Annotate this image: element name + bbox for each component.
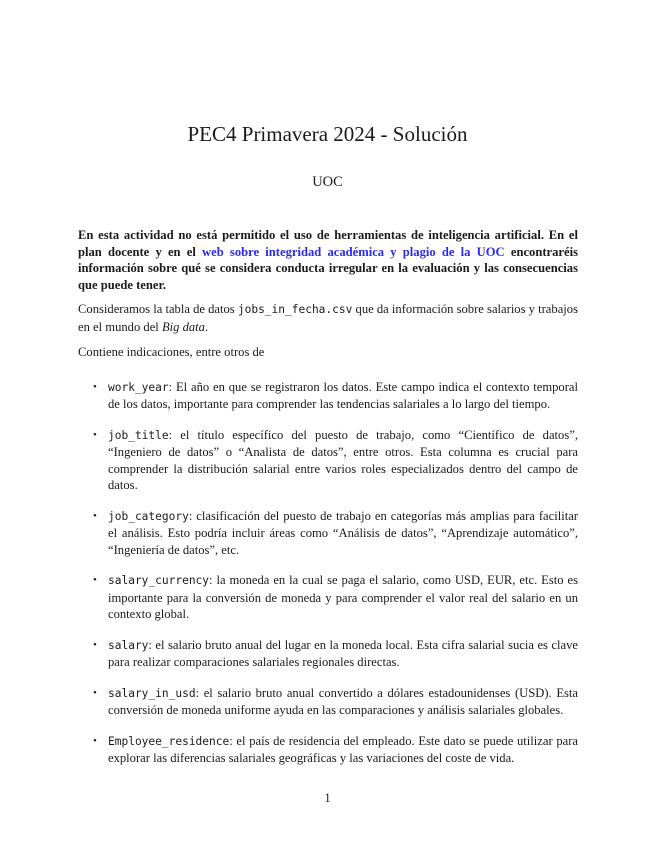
bullet-icon: • <box>93 428 97 441</box>
field-list <box>78 379 578 767</box>
big-data-term: Big data <box>161 319 205 334</box>
field-description: : el salario bruto anual convertido a dólares estadounidenses (USD). Esta conversión de moneda uniforme ayuda en las comparaciones y análisis salariales globales. <box>108 685 578 717</box>
warning-text-end: encontraréis información sobre qué se considera conducta irregular en la evaluación y las consecuencias que puede tener. <box>78 244 578 292</box>
field-name: salary <box>108 638 149 652</box>
integrity-warning <box>78 227 578 293</box>
field-name: job_category <box>108 509 189 523</box>
list-item <box>78 508 578 559</box>
intro-text-middle: que da información sobre salarios y trabajos en el mundo del <box>78 302 578 334</box>
field-description: : el título específico del puesto de trabajo, como “Científico de datos”, “Ingeniero de datos” o “Analista de datos”, entre otros. Esta columna es crucial para comprender la distribución salarial entre varios roles especializados dentro del campo de datos. <box>108 427 578 492</box>
contains-paragraph: Contiene indicaciones, entre otros de <box>78 345 265 359</box>
page-number: 1 <box>324 791 331 805</box>
bullet-icon: • <box>93 380 97 393</box>
intro-paragraph <box>78 301 578 335</box>
field-name: Employee_residence <box>108 734 230 748</box>
warning-text-start: En esta actividad no está permitido el uso de herramientas de inteligencia artificial. En el plan docente y en el <box>78 228 578 259</box>
field-description: : el país de residencia del empleado. Este dato se puede utilizar para explorar las diferencias salariales geográficas y las variaciones del coste de vida. <box>108 733 578 765</box>
bullet-icon: • <box>93 574 97 586</box>
list-item <box>78 572 578 623</box>
intro-text: Consideramos la tabla de datos <box>78 302 238 316</box>
bullet-icon: • <box>93 638 97 651</box>
list-item <box>78 733 578 767</box>
list-item <box>78 637 578 671</box>
field-name: job_title <box>108 428 169 442</box>
bullet-icon: • <box>93 686 97 699</box>
list-item <box>78 685 578 719</box>
document-author: UOC <box>312 174 343 190</box>
intro-text-end: . <box>204 319 209 334</box>
document-title: PEC4 Primavera 2024 - Solución <box>187 122 468 146</box>
bullet-icon: • <box>93 734 97 747</box>
list-item <box>78 379 578 413</box>
field-description: : la moneda en la cual se paga el salario, como USD, EUR, etc. Esto es importante para la conversión de moneda y para comprender el valor real del salario en un contexto global. <box>108 573 578 621</box>
field-description: : clasificación del puesto de trabajo en categorías más amplias para facilitar el análisis. Esto podría incluir áreas como “Análisis de datos”, “Aprendizaje automático”, “Ingeniería de datos”, etc. <box>108 508 578 557</box>
field-name: salary_in_usd <box>108 686 196 700</box>
field-description: : el salario bruto anual del lugar en la moneda local. Esta cifra salarial sucia es clave para realizar comparaciones salariales regionales directas. <box>108 637 578 669</box>
field-name: work_year <box>108 380 169 394</box>
document-body <box>78 227 578 781</box>
academic-integrity-link[interactable]: web sobre integridad académica y plagio de la UOC <box>202 244 505 259</box>
field-name: salary_currency <box>108 574 210 587</box>
field-description: : El año en que se registraron los datos. Este campo indica el contexto temporal de los datos, importante para comprender las tendencias salariales a lo largo del tiempo. <box>108 379 578 411</box>
list-item <box>78 427 578 494</box>
bullet-icon: • <box>93 509 97 522</box>
dataset-filename: jobs_in_fecha.csv <box>237 303 353 316</box>
